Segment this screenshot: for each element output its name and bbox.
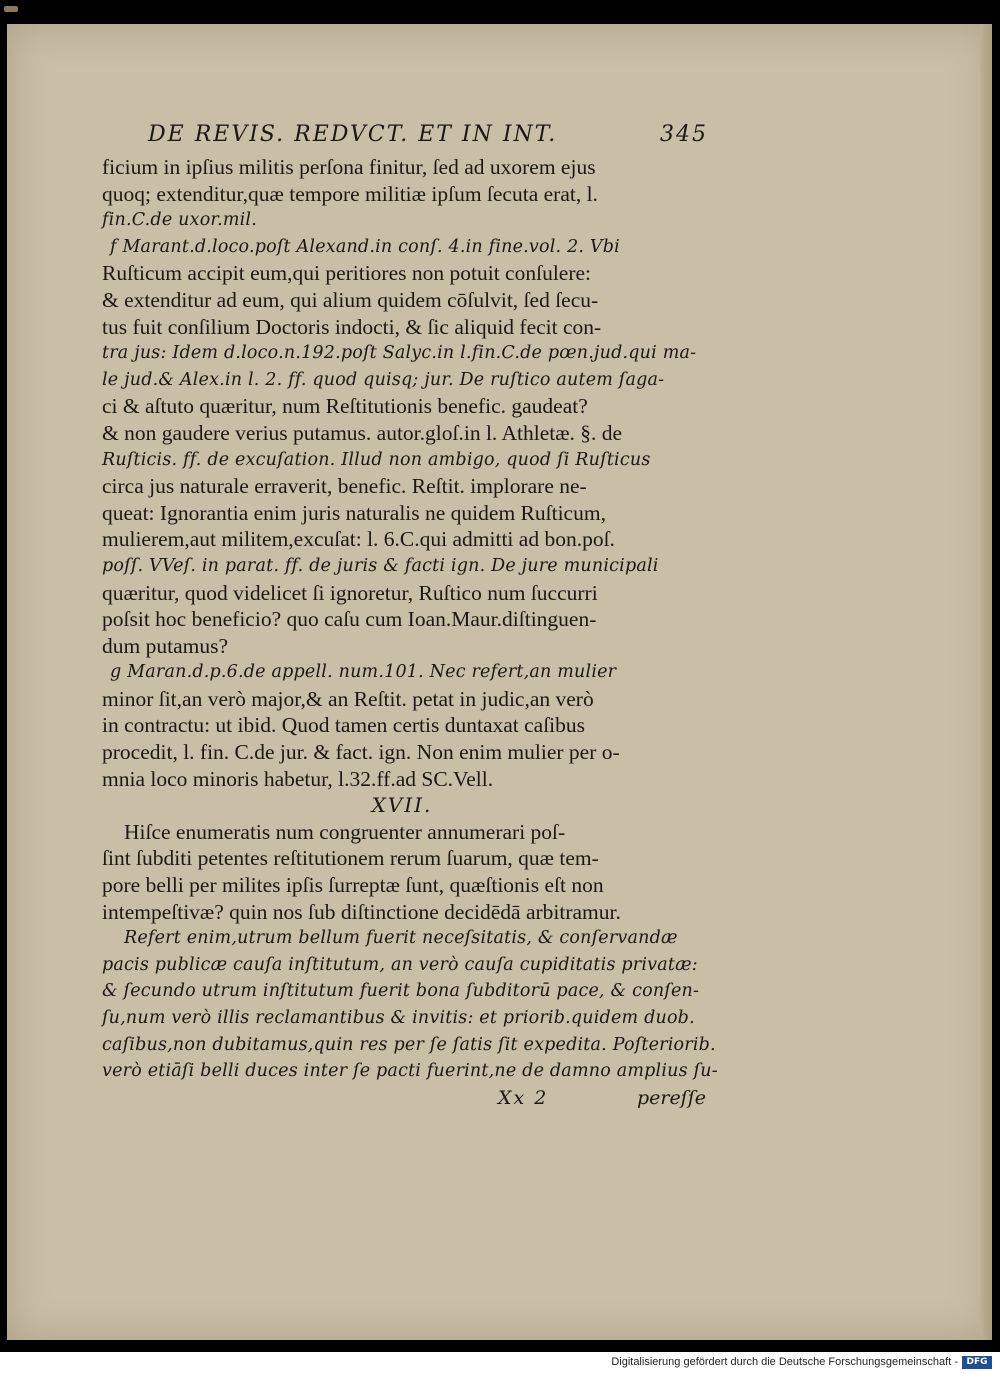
text-line: caſibus,non dubitamus,quin res per ſe ſatis ſit expedita. Poſteriorib. — [102, 1034, 716, 1055]
text-line: circa jus naturale erraverit, benefic. Reſtit. implorare ne- — [102, 474, 587, 499]
text-line: pacis publicæ cauſa inſtitutum, an verò cauſa cupiditatis privatæ: — [102, 954, 698, 975]
text-line: minor ſit,an verò major,& an Reſtit. petat in judic,an verò — [102, 686, 594, 711]
section-number: XVII. — [371, 793, 433, 818]
text-line: le jud.& Alex.in l. 2. ff. quod quisq; jur. De ruſtico autem ſaga- — [102, 369, 665, 390]
book-page — [7, 24, 992, 1340]
text-line: ſint ſubditi petentes reſtitutionem rerum ſuarum, quæ tem- — [102, 846, 599, 871]
text-line: procedit, l. fin. C.de jur. & fact. ign. Non enim mulier per o- — [102, 740, 620, 765]
text-line: & non gaudere verius putamus. autor.gloſ.in l. Athletæ. §. de — [102, 420, 623, 445]
text-line: dum putamus? — [102, 633, 228, 658]
text-line: ficium in ipſius militis perſona finitur, ſed ad uxorem ejus — [102, 155, 596, 179]
text-line: queat: Ignorantia enim juris naturalis ne quidem Ruſticum, — [102, 500, 606, 525]
text-line: mnia loco minoris habetur, l.32.ff.ad SC.Vell. — [102, 766, 494, 791]
text-line: Ruſticum accipit eum,qui peritiores non potuit conſulere: — [102, 261, 592, 286]
text-line: in contractu: ut ibid. Quod tamen certis duntaxat caſibus — [102, 713, 586, 738]
dfg-logo-icon: DFG — [962, 1356, 992, 1369]
text-line: poſſ. VVeſ. in parat. ff. de juris & facti ign. De jure municipali — [102, 555, 659, 576]
text-line: intempeſtivæ? quin nos ſub diſtinctione decidēdā arbitramur. — [102, 899, 621, 924]
running-head — [102, 120, 708, 154]
text-line: fin.C.de uxor.mil. — [102, 210, 257, 231]
corner-mark — [4, 6, 18, 12]
text-line: mulierem,aut militem,excuſat: l. 6.C.qui admitti ad bon.poſ. — [102, 527, 615, 552]
text-line: quæritur, quod videlicet ſi ignoretur, Ruſtico num ſuccurri — [102, 580, 598, 605]
text-line: Hiſce enumeratis num congruenter annumerari poſ- — [124, 819, 566, 844]
text-line: tus fuit conſilium Doctoris indocti, & ſic aliquid fecit con- — [102, 314, 602, 339]
text-block — [102, 120, 718, 1115]
text-line: Refert enim,utrum bellum fuerit neceſsitatis, & conſervandæ — [124, 928, 678, 949]
running-title: DE REVIS. REDVCT. ET IN INT. — [148, 122, 558, 147]
page-edge — [980, 24, 992, 1340]
text-line: tra jus: Idem d.loco.n.192.poſt Salyc.in l.fin.C.de pœn.jud.qui ma- — [102, 343, 697, 364]
text-line: poſsit hoc beneficio? quo caſu cum Ioan.Maur.diſtinguen- — [102, 607, 597, 632]
catch-line — [102, 1085, 706, 1115]
text-line: verò etiāſi belli duces inter ſe pacti fuerint,ne de damno amplius ſu- — [102, 1061, 718, 1082]
text-line: pore belli per milites ipſis ſurreptæ ſunt, quæſtionis eſt non — [102, 873, 604, 898]
text-line: & ſecundo utrum inſtitutum fuerit bona ſubditorū pace, & conſen- — [102, 981, 700, 1002]
text-line: f Marant.d.loco.poſt Alexand.in conſ. 4.in fine.vol. 2. Vbi — [110, 236, 620, 257]
footer-bar — [0, 1352, 1000, 1374]
text-line: g Maran.d.p.6.de appell. num.101. Nec refert,an mulier — [110, 662, 617, 683]
funding-credit: Digitalisierung gefördert durch die Deutsche Forschungsgemeinschaft - — [611, 1356, 958, 1368]
page-number: 345 — [660, 122, 708, 147]
text-line: & extenditur ad eum, qui alium quidem cōſulvit, ſed ſecu- — [102, 287, 599, 312]
signature-mark: Xx 2 — [498, 1086, 549, 1109]
text-line: ci & aſtuto quæritur, num Reſtitutionis benefic. gaudeat? — [102, 394, 588, 419]
text-line: quoq; extenditur,quæ tempore militiæ ipſum ſecuta erat, l. — [102, 181, 598, 206]
catchword: pereſſe — [636, 1086, 706, 1109]
text-line: ſu,num verò illis reclamantibus & invitis: et priorib.quidem duob. — [102, 1008, 695, 1028]
text-line: Ruſticis. ff. de excuſation. Illud non ambigo, quod ſi Ruſticus — [102, 449, 651, 470]
